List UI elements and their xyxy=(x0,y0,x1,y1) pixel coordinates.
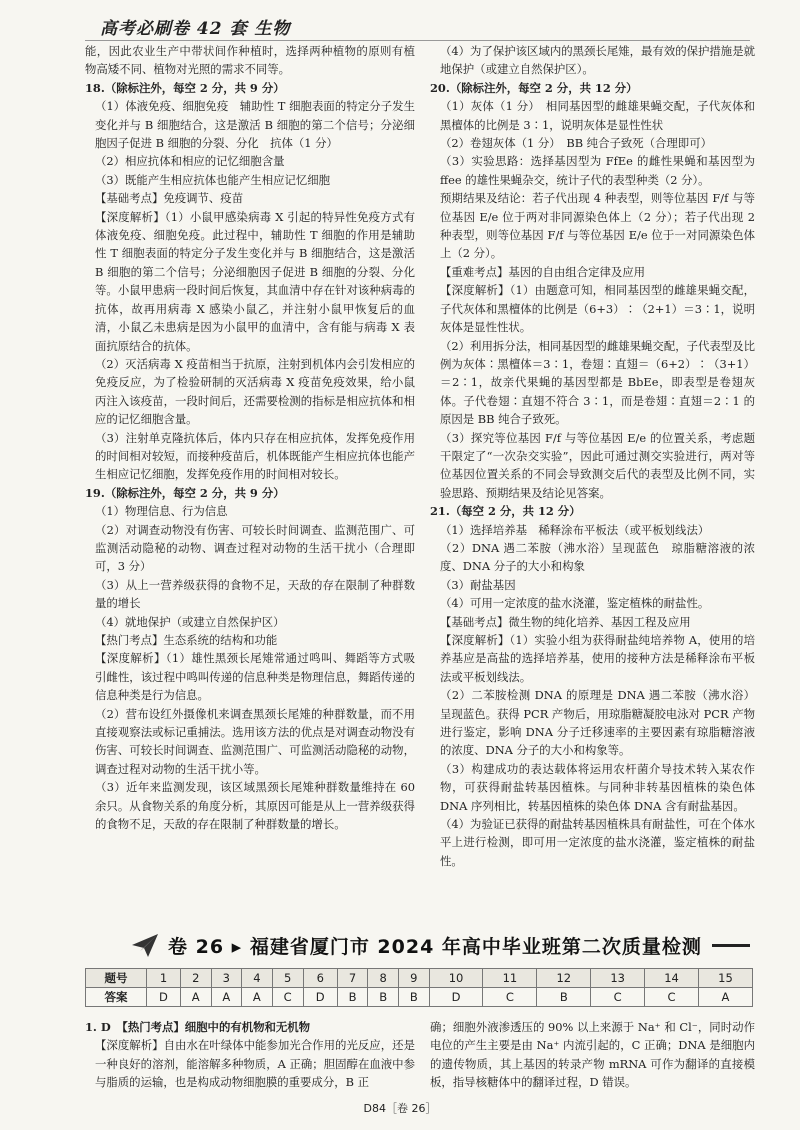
paragraph: （3）耐盐基因 xyxy=(440,577,516,592)
paragraph: 【基础考点】免疫调节、疫苗 xyxy=(95,191,244,206)
paragraph: （3）注射单克隆抗体后，体内只存在相应抗体，发挥免疫作用的时间相对较短，而接种疫苗后，机体既能产生相应抗体也能产生相应记忆细胞，发挥免疫作用的时间相对较长。 xyxy=(95,430,415,482)
answer-cell: A xyxy=(211,988,242,1007)
header-rule xyxy=(85,40,750,41)
question-number: 20.（除标注外，每空 2 分，共 12 分） xyxy=(430,80,638,95)
question-number-cell: 9 xyxy=(398,969,429,988)
paragraph: （3）近年来监测发现，该区域黑颈长尾雉种群数量维持在 60 余只。从食物关系的角度分析，其原因可能是从上一营养级获得的食物不足，天敌的存在限制了种群数量的增长。 xyxy=(95,780,415,832)
answer-table-header-row xyxy=(86,969,753,988)
paragraph: 【热门考点】生态系统的结构和功能 xyxy=(95,633,278,647)
paragraph: （1）体液免疫、细胞免疫 辅助性 T 细胞表面的特定分子发生变化并与 B 细胞结合，这是激活 B 细胞的第二个信号；分泌细胞因子促进 B 细胞的分裂、分化 抗体（1 分） xyxy=(95,99,415,151)
paragraph: 【深度解析】自由水在叶绿体中能参加光合作用的光反应，还是一种良好的溶剂，能溶解多种物质，A 正确；胆固醇在血液中参与脂质的运输，也是构成动物细胞膜的重要成分，B 正 xyxy=(95,1038,415,1090)
left-column xyxy=(85,42,415,833)
question-number-cell: 7 xyxy=(337,969,368,988)
paragraph: （2）对调查动物没有伤害、可较长时间调查、监测范围广、可监测活动隐秘的动物、调查过程对动物的生活干扰小（合理即可，3 分） xyxy=(95,522,415,574)
answer-cell: C xyxy=(645,988,699,1007)
answer-cell: B xyxy=(368,988,399,1007)
answer-cell: D xyxy=(429,988,483,1007)
section-title-bar xyxy=(85,928,750,962)
paragraph: （3）实验思路：选择基因型为 FfEe 的雌性果蝇和基因型为 ffee 的雄性果蝇杂交，统计子代的表型种类（2 分）。 xyxy=(440,154,755,187)
question-number-cell: 13 xyxy=(591,969,645,988)
paragraph: （2）二苯胺检测 DNA 的原理是 DNA 遇二苯胺（沸水浴）呈现蓝色。获得 PCR 产物后，用琼脂糖凝胶电泳对 PCR 产物进行鉴定，影响 DNA 分子迁移速率的主要因素有琼脂糖溶液的浓度、DNA 分子的大小和构象等。 xyxy=(440,688,755,758)
paragraph: 预期结果及结论：若子代出现 4 种表型，则等位基因 F/f 与等位基因 E/e 位于两对非同源染色体上（2 分）；若子代出现 2 种表型，则等位基因 F/f 与等位基因 E/e 位于一对同源染色体上（2 分）。 xyxy=(440,191,755,261)
row-label-number: 题号 xyxy=(86,969,147,988)
paragraph: （4）为验证已获得的耐盐转基因植株具有耐盐性，可在个体水平上进行检测，即可用一定浓度的盐水浇灌，鉴定植株的耐盐性。 xyxy=(440,817,755,868)
paragraph: 能，因此农业生产中带状间作种植时，选择两种植物的原则有植物高矮不同、植物对光照的需求不同等。 xyxy=(85,44,415,77)
running-header: 高考必刷卷 42 套 生物 xyxy=(100,19,291,39)
bottom-left-column xyxy=(85,1018,415,1092)
answer-cell: B xyxy=(337,988,368,1007)
paragraph: （3）从上一营养级获得的食物不足，天敌的存在限制了种群数量的增长 xyxy=(95,577,415,611)
answer-cell: C xyxy=(483,988,537,1007)
section-title: 卷 26 ▸ 福建省厦门市 2024 年高中毕业班第二次质量检测 xyxy=(168,935,702,958)
paragraph: （2）卷翅灰体（1 分） BB 纯合子致死（合理即可） xyxy=(440,136,712,151)
question-number: 19.（除标注外，每空 2 分，共 9 分） xyxy=(85,485,285,500)
paragraph: （2）营布设红外摄像机来调查黑颈长尾雉的种群数量，而不用直接观察法或标记重捕法。选用该方法的优点是对调查动物没有伤害、可较长时间调查、监测范围广、可监测活动隐秘的动物，调查过程对动物的生活干扰小等。 xyxy=(95,706,415,776)
paragraph: （3）探究等位基因 F/f 与等位基因 E/e 的位置关系，考虑题干限定了“一次杂交实验”，因此可通过测交实验进行，两对等位基因位置关系的不同会导致测交后代的表型及比例不同，实验思路、预期结果及结论见答案。 xyxy=(440,430,755,500)
answer-cell: B xyxy=(537,988,591,1007)
paragraph: 【深度解析】（1）小鼠甲感染病毒 X 引起的特异性免疫方式有体液免疫、细胞免疫。此过程中，辅助性 T 细胞的作用是辅助性 T 细胞表面的特定分子发生变化并与 B 细胞结合，这是激活 B 细胞的第二个信号；分泌细胞因子促进 B 细胞的分裂、分化等。小鼠甲患病一段时间后恢复，其血清中存在针对该种病毒的抗体，故再用病毒 X 感染小鼠乙，并注射小鼠甲恢复后的血清，小鼠乙未患病是因为小鼠甲的血清中，含有能与病毒 X 表面抗原结合的抗体。 xyxy=(95,209,415,353)
answer-cell: B xyxy=(398,988,429,1007)
answer-cell: A xyxy=(698,988,752,1007)
question-number-cell: 10 xyxy=(429,969,483,988)
answer-table xyxy=(85,968,753,1007)
paragraph: 【深度解析】（1）雄性黑颈长尾雉常通过鸣叫、舞蹈等方式吸引雌性，该过程中鸣叫传递的信息种类是物理信息，舞蹈传递的信息种类是行为信息。 xyxy=(95,651,415,703)
paragraph: （3）既能产生相应抗体也能产生相应记忆细胞 xyxy=(95,172,331,187)
paragraph: （1）选择培养基 稀释涂布平板法（或平板划线法） xyxy=(440,522,710,537)
bottom-right-column xyxy=(430,1018,755,1092)
row-label-answer: 答案 xyxy=(86,988,147,1007)
paragraph: （4）为了保护该区域内的黑颈长尾雉，最有效的保护措施是就地保护（或建立自然保护区）。 xyxy=(440,44,755,77)
title-rule xyxy=(712,944,750,947)
paragraph: 【重难考点】基因的自由组合定律及应用 xyxy=(440,264,646,279)
paragraph: 【基础考点】微生物的纯化培养、基因工程及应用 xyxy=(440,614,691,629)
paragraph: （1）灰体（1 分） 相同基因型的雌雄果蝇交配，子代灰体和黑檀体的比例是 3∶1，说明灰体是显性性状 xyxy=(440,99,755,132)
question-number-cell: 3 xyxy=(211,969,242,988)
question-number: 21.（每空 2 分，共 12 分） xyxy=(430,504,581,519)
question-number-cell: 1 xyxy=(147,969,181,988)
paragraph: 【深度解析】（1）由题意可知，相同基因型的雌雄果蝇交配，子代灰体和黑檀体的比例是（6+3）∶（2+1）＝3∶1，说明灰体是显性性状。 xyxy=(440,283,755,335)
answer-cell: D xyxy=(147,988,181,1007)
question-number-cell: 12 xyxy=(537,969,591,988)
paragraph: 确；细胞外液渗透压的 90% 以上来源于 Na⁺ 和 Cl⁻，同时动作电位的产生主要是由 Na⁺ 内流引起的，C 正确；DNA 是细胞内的遗传物质，其上基因的转录产物 mRNA 可作为翻译的直接模板，指导核糖体中的翻译过程，D 错误。 xyxy=(430,1020,755,1090)
paragraph: （2）灭活病毒 X 疫苗相当于抗原，注射到机体内会引发相应的免疫反应，为了检验研制的灭活病毒 X 疫苗免疫效果，给小鼠丙注入该疫苗，一段时间后，还需要检测的指标是相应抗体和相应的记忆细胞含量。 xyxy=(95,356,415,427)
question-number-cell: 2 xyxy=(180,969,211,988)
question-number: 1. D 【热门考点】细胞中的有机物和无机物 xyxy=(85,1020,311,1034)
paragraph: （3）构建成功的表达载体将运用农杆菌介导技术转入某农作物，可获得耐盐转基因植株。与同种非转基因植株的染色体 DNA 序列相比，转基因植株的染色体 DNA 含有耐盐基因。 xyxy=(440,761,755,813)
question-number-cell: 5 xyxy=(272,969,303,988)
paragraph: 【深度解析】（1）实验小组为获得耐盐纯培养物 A，使用的培养基应是高盐的选择培养基，使用的接种方法是稀释涂布平板法或平板划线法。 xyxy=(440,633,755,684)
question-number-cell: 4 xyxy=(242,969,273,988)
question-number-cell: 8 xyxy=(368,969,399,988)
paper-plane-icon xyxy=(130,930,160,960)
paragraph: （4）就地保护（或建立自然保护区） xyxy=(95,614,285,629)
paragraph: （2）相应抗体和相应的记忆细胞含量 xyxy=(95,154,285,169)
answer-cell: D xyxy=(303,988,337,1007)
question-number-cell: 6 xyxy=(303,969,337,988)
answer-cell: C xyxy=(591,988,645,1007)
question-number-cell: 14 xyxy=(645,969,699,988)
question-number: 18.（除标注外，每空 2 分，共 9 分） xyxy=(85,80,285,95)
question-number-cell: 11 xyxy=(483,969,537,988)
paragraph: （2）DNA 遇二苯胺（沸水浴）呈现蓝色 琼脂糖溶液的浓度、DNA 分子的大小和构象 xyxy=(440,540,755,574)
answer-cell: C xyxy=(272,988,303,1007)
answer-cell: A xyxy=(180,988,211,1007)
question-number-cell: 15 xyxy=(698,969,752,988)
paragraph: （4）可用一定浓度的盐水浇灌，鉴定植株的耐盐性。 xyxy=(440,596,710,611)
answer-table-answer-row xyxy=(86,988,753,1007)
answer-cell: A xyxy=(242,988,273,1007)
paragraph: （1）物理信息、行为信息 xyxy=(95,504,228,519)
right-column xyxy=(430,42,755,870)
paragraph: （2）利用拆分法，相同基因型的雌雄果蝇交配，子代表型及比例为灰体∶黑檀体＝3∶1，卷翅∶直翅＝（6+2）∶（3+1）＝2∶1，故亲代果蝇的基因型都是 BbEe，即表型是卷翅灰体。子代卷翅∶直翅不符合 3∶1，而是卷翅∶直翅＝2∶1 的原因是 BB 纯合子致死。 xyxy=(440,338,755,427)
page-number: D84［卷 26］ xyxy=(363,1102,437,1115)
